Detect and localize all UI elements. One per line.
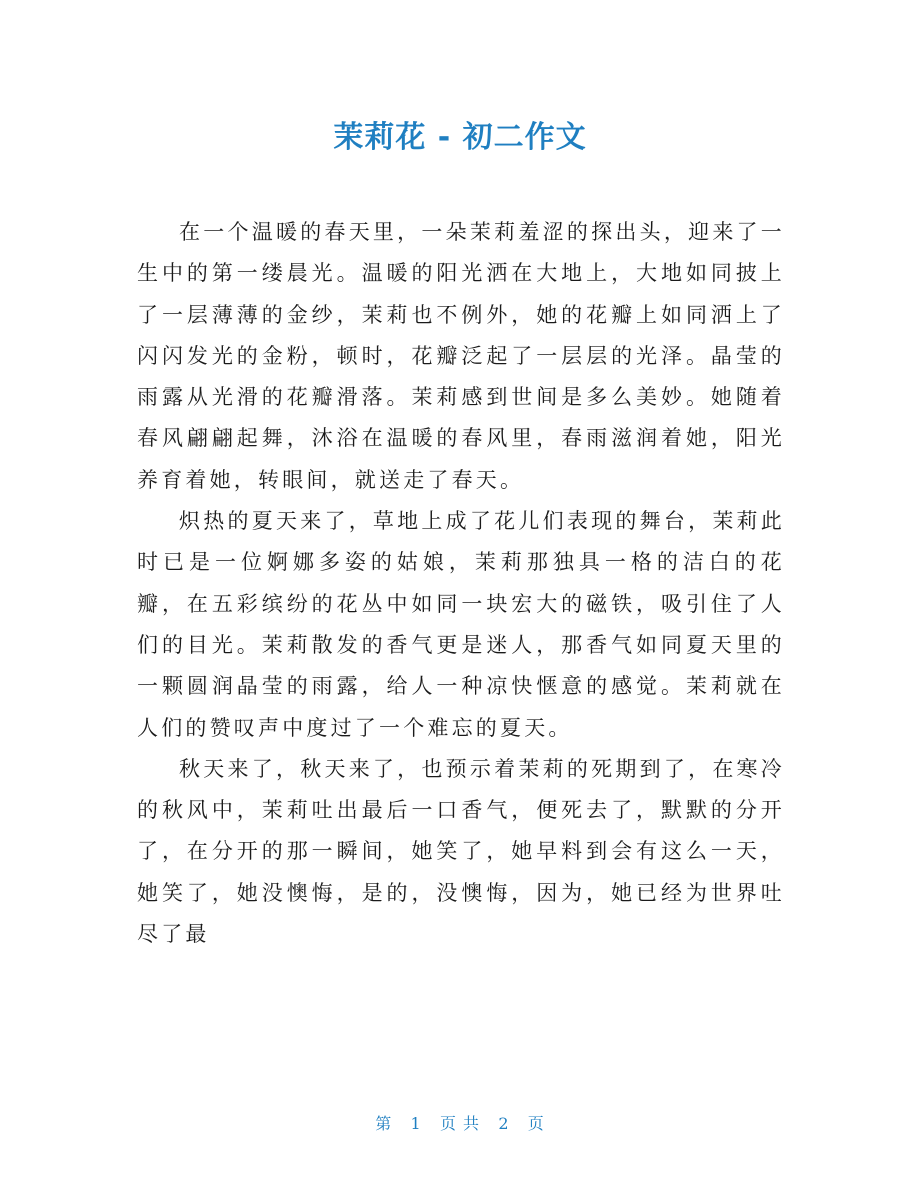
paragraph-spring: 在一个温暖的春天里，一朵茉莉羞涩的探出头，迎来了一生中的第一缕晨光。温暖的阳光洒在大地上，大地如同披上了一层薄薄的金纱，茉莉也不例外，她的花瓣上如同洒上了闪闪发光的金粉，顿时，花瓣泛起了一层层的光泽。晶莹的雨露从光滑的花瓣滑落。茉莉感到世间是多么美妙。她随着春风翩翩起舞，沐浴在温暖的春风里，春雨滋润着她，阳光养育着她，转眼间，就送走了春天。 <box>137 220 785 492</box>
total-pages-number: 2 <box>498 1114 510 1133</box>
current-page-number: 1 <box>410 1114 422 1133</box>
document-title: 茉莉花 - 初二作文 <box>333 120 587 155</box>
document-body <box>137 212 785 955</box>
footer-mid: 页 共 <box>439 1114 481 1133</box>
footer-suffix: 页 <box>527 1114 545 1133</box>
page-footer <box>0 1112 920 1136</box>
paragraph-autumn: 秋天来了，秋天来了，也预示着茉莉的死期到了，在寒冷的秋风中，茉莉吐出最后一口香气，便死去了，默默的分开了，在分开的那一瞬间，她笑了，她早料到会有这么一天，她笑了，她没懊悔，是的，没懊悔，因为，她已经为世界吐尽了最 <box>137 756 785 947</box>
footer-prefix: 第 <box>375 1114 393 1133</box>
paragraph-summer: 炽热的夏天来了，草地上成了花儿们表现的舞台，茉莉此时已是一位婀娜多姿的姑娘，茉莉那独具一格的洁白的花瓣，在五彩缤纷的花丛中如同一块宏大的磁铁，吸引住了人们的目光。茉莉散发的香气更是迷人，那香气如同夏天里的一颗圆润晶莹的雨露，给人一种凉快惬意的感觉。茉莉就在人们的赞叹声中度过了一个难忘的夏天。 <box>137 509 785 740</box>
